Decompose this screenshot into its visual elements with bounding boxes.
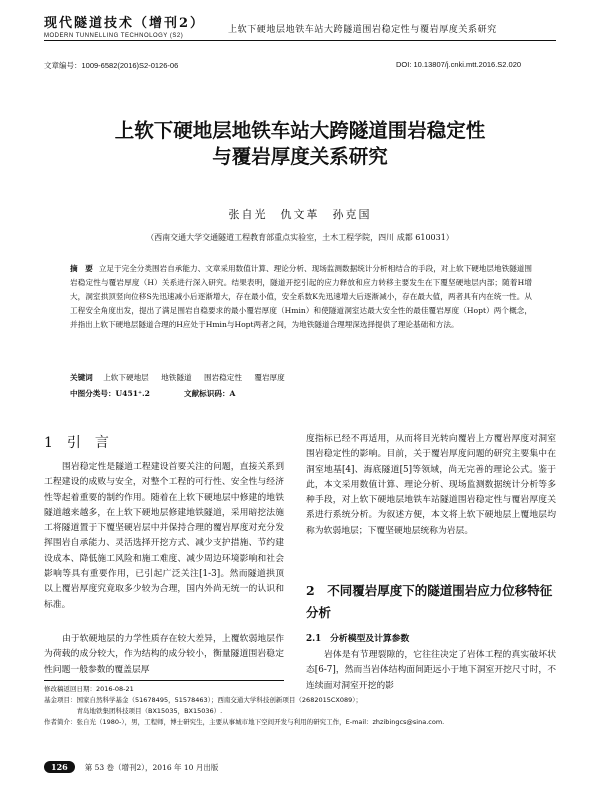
document-code: 文献标识码：A: [183, 389, 236, 398]
received-date: 修改稿返回日期：2016-08-21: [44, 685, 134, 693]
article-number: 文章编号：1009-6582(2016)S2-0126-06: [44, 61, 179, 70]
journal-header: [44, 12, 224, 39]
section1-title: 引 言: [66, 435, 109, 451]
subsection-2-1-paragraph: 岩体是有节理裂隙的，它往往决定了岩体工程的真实破坏状态[6-7]，然而当岩体结构面间距远小于地下洞室开挖尺寸时，不连续面对洞室开挖的影: [306, 650, 556, 691]
issue-info: 第 53 卷（增刊2），2016 年 10 月出版: [84, 762, 219, 772]
keyword: 地铁隧道: [161, 373, 192, 382]
section2-number: 2: [306, 583, 315, 598]
paper-title-line2: 与覆岩厚度关系研究: [212, 145, 388, 168]
doi: DOI: 10.13807/j.cnki.mtt.2016.S2.020: [396, 60, 522, 69]
keywords: [70, 372, 295, 383]
journal-name-en: MODERN TUNNELLING TECHNOLOGY (S2): [44, 33, 184, 39]
abstract: [70, 262, 532, 332]
classification: [70, 388, 243, 399]
section2-heading: [306, 580, 556, 624]
page-number: 126: [44, 761, 75, 773]
affiliation: （西南交通大学交通隧道工程教育部重点实验室，土木工程学院，四川 成都 610031）: [146, 233, 454, 242]
paper-title: [44, 118, 556, 170]
running-title: 上软下硬地层地铁车站大跨隧道围岩稳定性与覆岩厚度关系研究: [228, 25, 497, 35]
keyword: 围岩稳定性: [203, 373, 242, 382]
footnote-rule: [44, 680, 284, 681]
section2-title: 不同覆岩厚度下的隧道围岩应力位移特征分析: [306, 583, 553, 620]
paper-title-line1: 上软下硬地层地铁车站大跨隧道围岩稳定性: [114, 119, 486, 142]
authors: 张自光 仇文革 孙克国: [228, 208, 372, 221]
header-rule: [44, 40, 556, 41]
section1-heading: [44, 432, 284, 452]
journal-name-cn: 现代隧道技术（增刊2）: [44, 16, 206, 31]
page-footer: [44, 761, 218, 773]
subsection-2-1-heading: 2.1 分析模型及计算参数: [306, 634, 410, 644]
keyword: 上软下硬地层: [103, 373, 149, 382]
fund-info: 基金项目：国家自然科学基金（51678495，51578463）；西南交通大学科技创新项目（2682015CX089）；: [44, 696, 363, 704]
clc-number: 中图分类号：U451⁺.2: [70, 389, 150, 398]
keywords-label: 关键词: [70, 373, 93, 382]
intro-paragraph-continued: 度指标已经不再适用，从而将目光转向覆岩上方覆岩厚度对洞室围岩稳定性的影响。目前，关于覆岩厚度问题的研究主要集中在洞室地基[4]、海底隧道[5]等领域，尚无完善的理论公式。鉴于此，本文采用数值计算、理论分析、现场监测数据统计分析等多种手段，对上软下硬地层地铁车站隧道围岩稳定性与覆岩厚度关系进行系统分析。为叙述方便，本文将上软下硬地层上覆地层均称为软弱地层；下覆坚硬地层统称为岩层。: [306, 434, 556, 536]
fund-info-continued: 青岛地铁集团科技项目（BX15035，BX15036）.: [44, 707, 223, 715]
abstract-text: 立足于完全分类围岩自承能力、文章采用数值计算、理论分析、现场监测数据统计分析相结合的手段，对上软下硬地层地铁隧道围岩稳定性与覆岩厚度（H）关系进行深入研究。结果表明，隧道开挖引起的应力释放和应力转移主要发生在下覆坚硬地层内部；随着H增大，洞室拱顶竖向位移S先迅速减小后逐渐增大，存在最小值，安全系数K先迅速增大后逐渐减小，存在最大值，两者具有内在统一性。从工程安全角度出发，提出了满足围岩自稳要求的最小覆岩厚度（Hmin）和使隧道洞室达最大安全性的最佳覆岩厚度（Hopt）两个概念，并指出上软下硬地层隧道合理的H应处于Hmin与Hopt两者之间，为地铁隧道合理埋深选择提供了理论基础和方法。: [70, 264, 533, 329]
keyword: 覆岩厚度: [254, 373, 285, 382]
intro-paragraph-1: 围岩稳定性是隧道工程建设首要关注的问题，直接关系到工程建设的成败与安全，对整个工程的可行性、安全性与经济性等起着重要的制约作用。随着在上软下硬地层中修建的地铁隧道越来越多，在上软下硬地层修建地铁隧道，采用暗挖法施工将隧道置于下覆坚硬岩层中并保持合理的覆岩厚度对充分发挥围岩自承能力、灵活选择开挖方式、减少支护措施、节约建设成本、降低施工风险和施工难度、减少周边环境影响和社会影响等具有重要作用，已引起广泛关注[1-3]。然而隧道拱顶以上覆岩厚度究竟取多少较为合理，国内外尚无统一的认识和标准。: [44, 462, 284, 610]
intro-paragraph-2: 由于软硬地层的力学性质存在较大差异，上覆软弱地层作为荷载的成分较大，作为结构的成分较小，衡量隧道围岩稳定性问题一般参数的覆盖层厚: [44, 634, 284, 675]
abstract-label: 摘 要: [70, 264, 93, 273]
section1-number: 1: [44, 435, 53, 451]
footnotes: [44, 684, 556, 728]
author-bio: 作者简介：张自光（1980-），男，工程师，博士研究生，主要从事城市地下空间开发与利用的研究工作，E-mail：zhzibingcs@sina.com.: [44, 718, 445, 726]
